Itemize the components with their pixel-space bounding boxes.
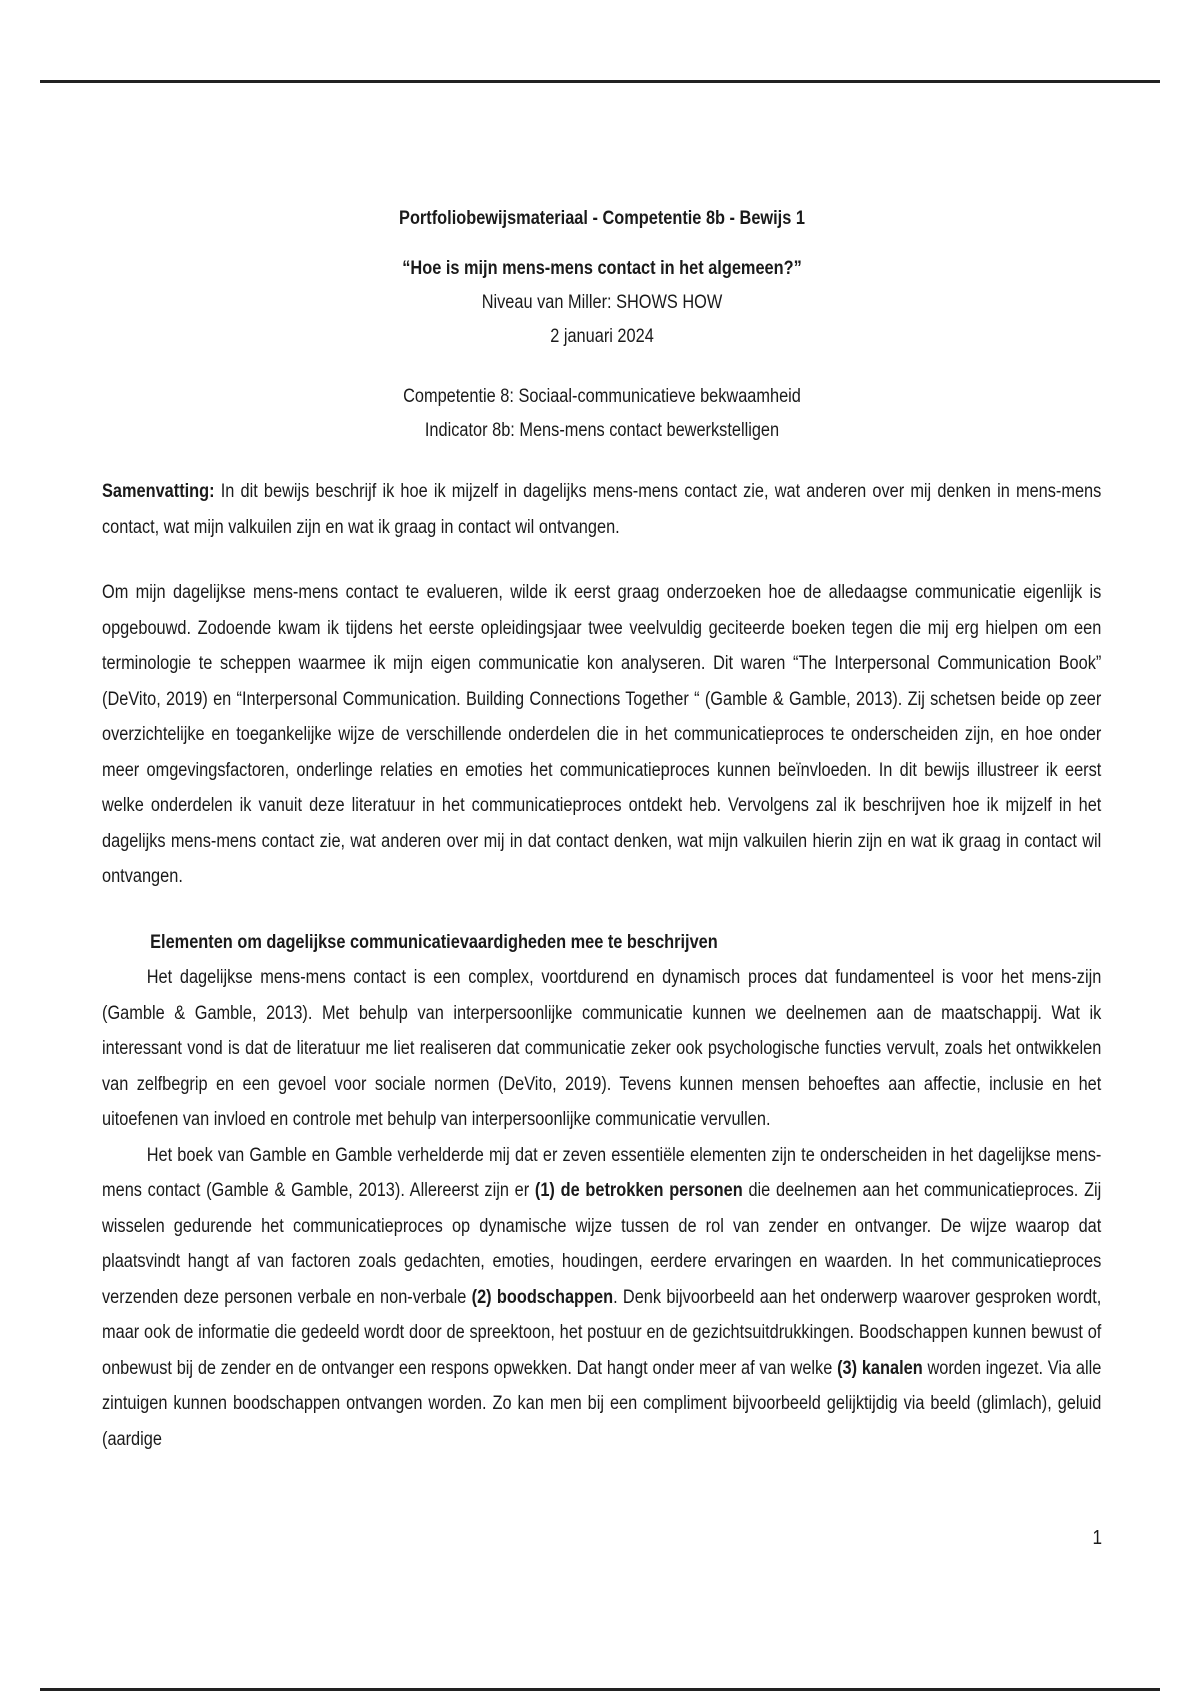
intro-paragraph: Om mijn dagelijkse mens-mens contact te evalueren, wilde ik eerst graag onderzoeken hoe de alledaagse communicatie eigenlijk is opgebouwd. Zodoende kwam ik tijdens het eerste opleidingsjaar twee veelvuldig geciteerde boeken tegen die mij erg hielpen om een terminologie te scheppen waarmee ik mijn eigen communicatie kon analyseren. Dit waren “The Interpersonal Communication Book” (DeVito, 2019) en “Interpersonal Communication. Building Connections Together “ (Gamble & Gamble, 2013). Zij schetsen beide op zeer overzichtelijke en toegankelijke wijze de verschillende onderdelen die in het communicatieproces te onderscheiden zijn, en hoe onder meer omgevingsfactoren, onderlinge relaties en emoties het communicatieproces kunnen beïnvloeden. In dit bewijs illustreer ik eerst welke onderdelen ik vanuit deze literatuur in het communicatieproces ontdekt heb. Vervolgens zal ik beschrijven hoe ik mijzelf in het dagelijks mens-mens contact zie, wat anderen over mij in dat contact denken, wat mijn valkuilen hierin zijn en wat ik graag in contact wil ontvangen. [102, 582, 1102, 887]
p2-text-3: . Denk bijvoorbeeld aan het onderwerp waarover gesproken wordt, maar ook de informatie die gedeeld wordt door de spreektoon, het postuur en de gezichtsuitdrukkingen. Boodschappen kunnen bewust of onbewust bij de zender en de ontvanger een respons opwekken. Dat hangt onder meer af van welke [102, 1286, 1102, 1379]
p2-text-4: worden ingezet. Via alle zintuigen kunnen boodschappen ontvangen worden. Zo kan men bij een compliment bijvoorbeeld gelijktijdig via beeld (glimlach), geluid (aardige [102, 1357, 1102, 1450]
section-heading: Elementen om dagelijkse communicatievaardigheden mee te beschrijven [150, 931, 718, 953]
miller-level: Niveau van Miller: SHOWS HOW [481, 292, 723, 313]
p2-bold-messages: (2) boodschappen [471, 1286, 614, 1308]
section-paragraph-2 [102, 1138, 1101, 1458]
summary-text: In dit bewijs beschrijf ik hoe ik mijzelf in dagelijks mens-mens contact zie, wat anderen over mij denken in mens-mens contact, wat mijn valkuilen zijn en wat ik graag in contact wil ontvangen. [102, 481, 1102, 538]
document-title: Portfoliobewijsmateriaal - Competentie 8b - Bewijs 1 [399, 208, 805, 229]
p2-bold-persons: (1) de betrokken personen [534, 1180, 743, 1201]
p2-text-1: Het boek van Gamble en Gamble verhelderde mij dat er zeven essentiële elementen zijn te onderscheiden in het dagelijkse mens-mens contact (Gamble & Gamble, 2013). Allereerst zijn er [102, 1144, 1102, 1201]
section-paragraph-1: Het dagelijkse mens-mens contact is een complex, voortdurend en dynamisch proces dat fundamenteel is voor het mens-zijn (Gamble & Gamble, 2013). Met behulp van interpersoonlijke communicatie kunnen we deelnemen aan de maatschappij. Wat ik interessant vond is dat de literatuur me liet realiseren dat communicatie zeker ook psychologische functies vervult, zoals het ontwikkelen van zelfbegrip en een gevoel voor sociale normen (DeVito, 2019). Tevens kunnen mensen behoeftes aan affectie, inclusie en het uitoefenen van invloed en controle met behulp van interpersoonlijke communicatie vervullen. [102, 967, 1102, 1130]
summary-label: Samenvatting: [102, 481, 215, 502]
document-question: “Hoe is mijn mens-mens contact in het algemeen?” [402, 258, 802, 279]
indicator-line: Indicator 8b: Mens-mens contact bewerkstelligen [424, 420, 780, 441]
summary-paragraph [102, 474, 1101, 545]
p2-bold-channels: (3) kanalen [837, 1357, 923, 1379]
p2-text-2: die deelnemen aan het communicatieproces. Zij wisselen gedurende het communicatieproces op dynamische wijze tussen de rol van zender en ontvanger. De wijze waarop dat plaatsvindt hangt af van factoren zoals gedachten, emoties, houdingen, eerdere ervaringen en waarden. In het communicatieproces verzenden deze personen verbale en non-verbale [102, 1180, 1102, 1308]
document-page [102, 202, 1102, 1457]
competence-line: Competentie 8: Sociaal-communicatieve bekwaamheid [403, 386, 801, 407]
page-number: 1 [1092, 1527, 1102, 1549]
document-date: 2 januari 2024 [550, 326, 654, 347]
top-rule [40, 80, 1160, 83]
bottom-rule [40, 1688, 1160, 1691]
